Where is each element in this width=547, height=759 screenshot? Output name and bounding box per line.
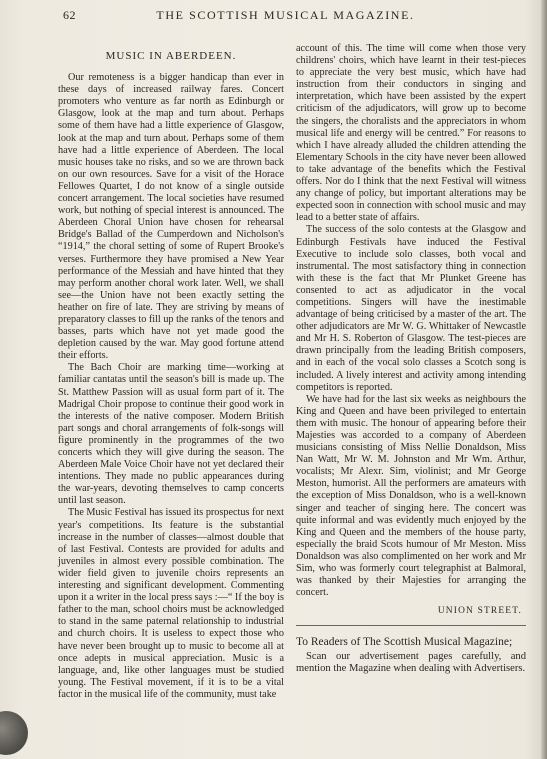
binding-hole (0, 711, 28, 755)
left-column (58, 50, 284, 701)
article-paragraph: Our remoteness is a bigger handicap than ever in these days of increased railway fares. Concert promoters who venture as far north as Edinburgh or Glasgow, look at the map and turn about. Perhaps some of them have had a little experience of Glasgow, look at the map and turn about. Perhaps some of them have had a little experience of Aberdeen. The local music houses take no risks, and so we are thrown back on our own resources. Save for a visit of the Horace Fellowes Quartet, I do not know of a single outside concert arrangement. The local societies have resumed work, but nothing of special interest is announced. The Aberdeen Choral Union have chosen for rehearsal Bridge's Ballad of the Cumperdown and Nicholson's “1914,” the choral setting of some of Rupert Brooke's verses. Furthermore they have promised a New Year performance of the Messiah and have hinted that they may perform another choral work later. Well, we shall see—the Union have not been exactly setting the heather on fire of late. They are striving by means of preparatory classes to fill up the ranks of the tenors and basses, parts which have not yet made good the depletion caused by the war. May good fortune attend their efforts. (58, 72, 284, 362)
page-number: 62 (63, 8, 76, 22)
article-paragraph: We have had for the last six weeks as neighbours the King and Queen and have been privileged to entertain them with music. The honour of appearing before their Majesties was accorded to a company of Aberdeen musicians consisting of Miss Nellie Donaldson, Miss Nan Watt, Mr W. M. Johnston and Mr Wm. Arthur, vocalists; Mr Alexr. Sim, violinist; and Mr George Meston, humorist. All the performers are amateurs with the exception of Miss Donaldson, who is a well-known singer and teacher of singing here. The concert was quite informal and was evidently much enjoyed by the King and Queen and the members of the house party, especially the braid Scots humour of Mr Meston. Miss Donaldson was also complimented on her work and Mr Sim, who was formerly court telegraphist at Balmoral, was thanked by their Majesties for arranging the concert. (296, 393, 526, 599)
page-edge-shadow (541, 0, 547, 759)
right-column (296, 43, 526, 676)
running-head: THE SCOTTISH MUSICAL MAGAZINE. (156, 8, 415, 22)
article-paragraph: account of this. The time will come when those very childrens' choirs, which have learnt in their test-pieces to appreciate the very best music, which have had instruction from their conductors in singing and interpretation, which have been assisted by the expert criticism of the adjudicators, will grow up to become the singers, the choralists and the appreciators in whom musical life and energy will be centred.” For reasons to which I have already alluded the children attending the Elementary Schools in the city have never been allowed to take advantage of the benefits which the Festival offers. Nor do I think that the next Festival will witness any change of policy, but important alterations may be expected soon in connection with school music and may lead to a better state of affairs. (296, 43, 526, 224)
notice-body (296, 651, 526, 676)
article-paragraph: The Bach Choir are marking time—working at familiar cantatas until the season's bill is made up. The St. Matthew Passion will as usual form part of it. The Madrigal Choir propose to continue their good work in the interests of the native composer. Modern British part songs and choral arrangements of folk-songs will figure prominently in the programmes of the two concerts which they will give during the season. The Aberdeen Male Voice Choir have not yet declared their intentions. They made no public appearances during the war-years, devoting themselves to camp concerts until last season. (58, 362, 284, 507)
page-header (0, 8, 547, 30)
divider-rule (296, 625, 526, 626)
notice-title: To Readers of The Scottish Musical Magazine; (296, 636, 513, 649)
notice-text: Scan our advertisement pages carefully, and mention the Magazine when dealing with Advertisers. (296, 650, 526, 675)
article-title: MUSIC IN ABERDEEN. (105, 50, 237, 62)
article-paragraph: The success of the solo contests at the Glasgow and Edinburgh Festivals have induced the Festival Executive to include solo classes, both vocal and instrumental. The most satisfactory thing in connection with these is the fact that Mr Plunket Greene has consented to act as adjudicator in the vocal competitions. Singers will have the inestimable advantage of being criticised by a master of the art. The other adjudicators are Mr W. G. Whittaker of Newcastle and Mr H. S. Roberton of Glasgow. The test-pieces are drawn principally from the leading British composers, and in each of the vocal solo classes a Scotch song is included. A lively interest and activity among intending competitors is reported. (296, 224, 526, 393)
article-signature: UNION STREET. (437, 606, 522, 617)
article-paragraph: The Music Festival has issued its prospectus for next year's competitions. Its feature is the substantial increase in the number of classes—almost double that of last Festival. Contests are provided for adults and juveniles in almost every possible combination. The wider field given to juvenile choirs represents an interesting and significant development. Commenting upon it a writer in the local press says :—“ If the boy is father to the man, school choirs must be acknowledged to stand in the same paternal relationship to industrial and church choirs. It is useless to expect those who have never been brought up to music to become all at once adepts in musical appreciation. Music is a language, and, like other languages must be studied young. The Festival movement, if it is to be a vital factor in the musical life of the community, must take (58, 507, 284, 700)
